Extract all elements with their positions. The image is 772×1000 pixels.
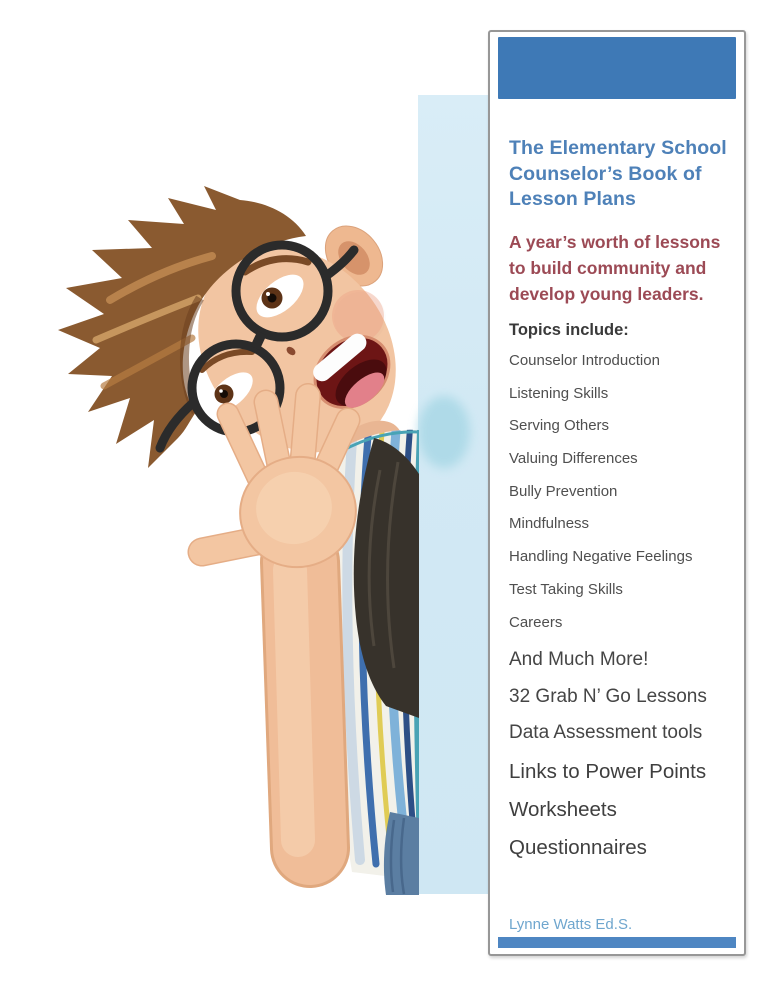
title-line: The Elementary School — [509, 137, 727, 159]
forearm-highlight — [290, 570, 298, 840]
info-panel — [488, 30, 746, 956]
book-subtitle — [509, 229, 737, 307]
boy-group — [58, 186, 437, 895]
eye-highlight — [266, 292, 270, 296]
eye-highlight — [219, 389, 223, 393]
title-line: Lesson Plans — [509, 188, 636, 210]
feature-item: And Much More! — [509, 649, 649, 670]
topics-heading: Topics include: — [509, 321, 629, 339]
feature-large-item: Questionnaires — [509, 836, 647, 859]
feature-large-item: Links to Power Points — [509, 760, 707, 783]
features-list — [509, 642, 741, 752]
topic-item: Counselor Introduction — [509, 352, 660, 369]
title-line: Counselor’s Book of — [509, 162, 702, 185]
topic-item: Handling Negative Feelings — [509, 548, 693, 566]
subtitle-line: develop young leaders. — [509, 284, 704, 304]
feature-item: 32 Grab N’ Go Lessons — [509, 685, 707, 707]
topic-item: Test Taking Skills — [509, 580, 623, 598]
subtitle-line: to build community and — [509, 258, 707, 278]
topic-item: Valuing Differences — [509, 450, 638, 468]
author-name: Lynne Watts Ed.S. — [509, 916, 633, 933]
book-title — [509, 136, 734, 213]
bottom-blue-band — [498, 937, 736, 948]
topic-item: Mindfulness — [509, 515, 590, 533]
topic-item: Listening Skills — [509, 384, 609, 402]
feature-large-item: Worksheets — [509, 798, 617, 821]
strip-shadow-blob — [418, 396, 470, 468]
topic-item: Serving Others — [509, 417, 610, 435]
topic-item: Bully Prevention — [509, 482, 618, 500]
features-large-list — [509, 753, 741, 867]
subtitle-line: A year’s worth of lessons — [509, 232, 721, 252]
feature-item: Data Assessment tools — [509, 722, 703, 743]
topics-list — [509, 345, 739, 639]
topic-item: Careers — [509, 613, 563, 631]
top-blue-band — [498, 37, 736, 99]
